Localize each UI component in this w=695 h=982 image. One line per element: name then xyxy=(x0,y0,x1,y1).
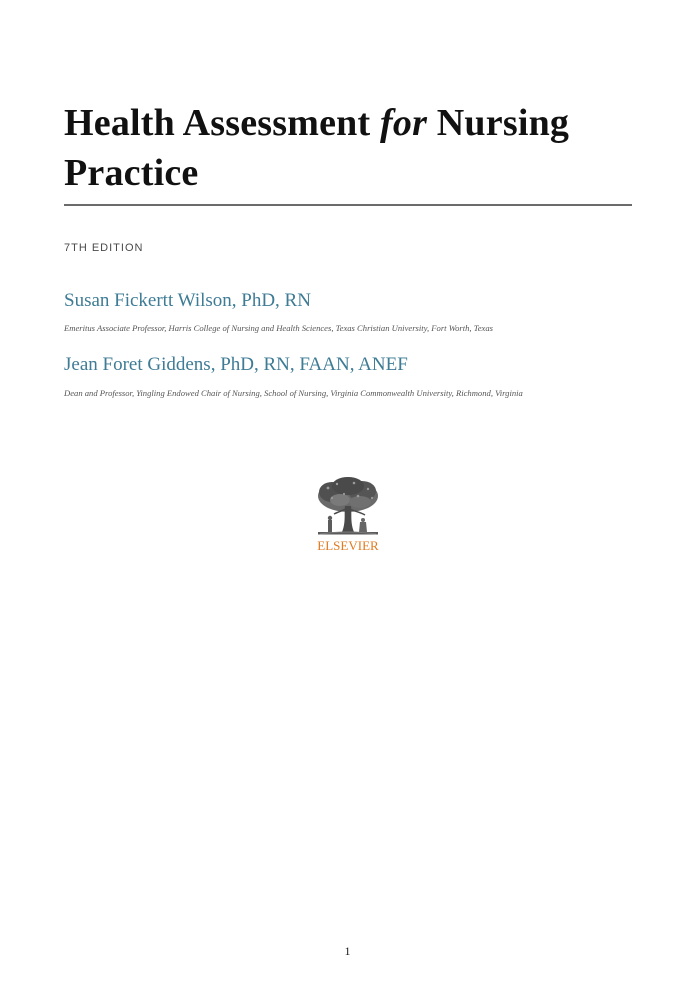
title-emphasis: for xyxy=(380,102,428,144)
publisher-name: ELSEVIER xyxy=(317,538,379,553)
title-part-1: Health Assessment xyxy=(64,102,381,144)
author-1-name: Susan Fickertt Wilson, PhD, RN xyxy=(64,290,311,311)
title-part-2: Nursing Practice xyxy=(64,102,570,194)
author-1-affiliation: Emeritus Associate Professor, Harris College of Nursing and Health Sciences, Texas Christian University, Fort Worth, Texas xyxy=(64,323,493,333)
title-divider xyxy=(64,204,632,206)
book-title xyxy=(64,98,644,198)
publisher-logo xyxy=(310,476,386,556)
author-2-name: Jean Foret Giddens, PhD, RN, FAAN, ANEF xyxy=(64,354,408,375)
elsevier-tree-logo-icon xyxy=(310,476,386,538)
edition-label: 7TH EDITION xyxy=(64,242,144,254)
author-2-affiliation: Dean and Professor, Yingling Endowed Chair of Nursing, School of Nursing, Virginia Commonwealth University, Richmond, Virginia xyxy=(64,388,523,398)
page-number: 1 xyxy=(344,944,351,958)
